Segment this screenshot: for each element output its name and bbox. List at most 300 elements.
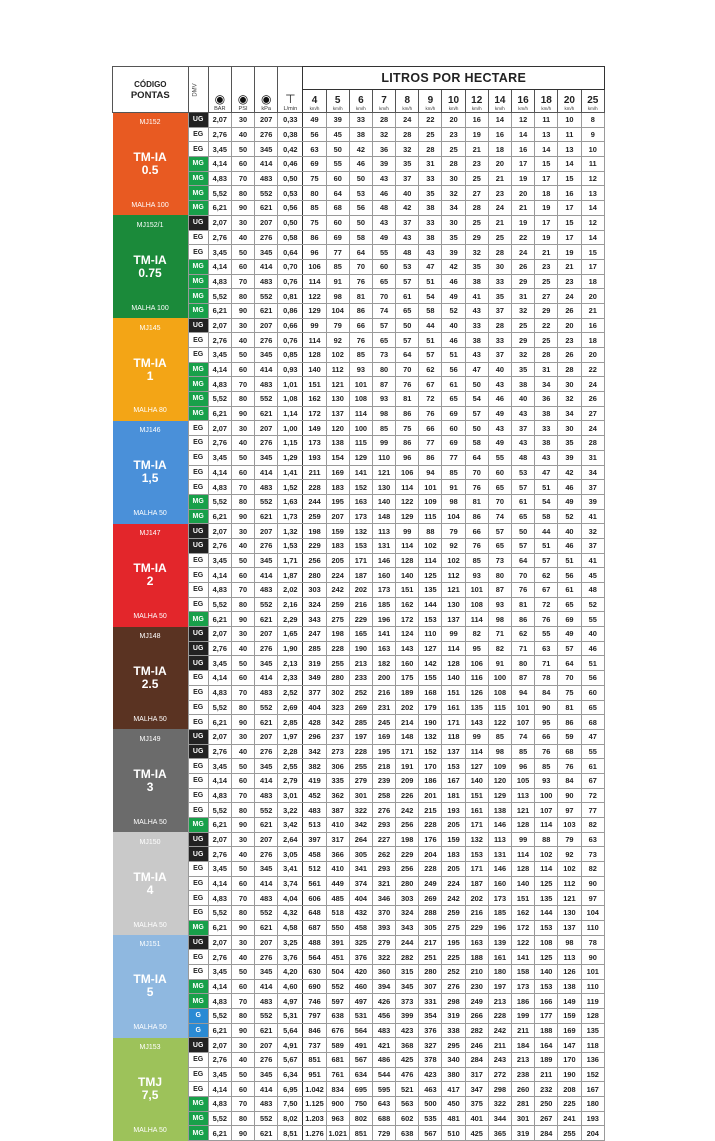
speed-value: 12 bbox=[471, 95, 483, 106]
rate-cell: 93 bbox=[535, 773, 558, 788]
rate-cell: 72 bbox=[581, 788, 604, 803]
kpa-cell: 276 bbox=[255, 230, 278, 245]
rate-cell: 190 bbox=[419, 715, 442, 730]
rate-cell: 31 bbox=[512, 289, 535, 304]
bar-cell: 4,83 bbox=[208, 891, 231, 906]
nozzle-rate-table bbox=[112, 66, 605, 1141]
rate-cell: 22 bbox=[419, 113, 442, 128]
rate-cell: 100 bbox=[488, 671, 511, 686]
dmv-badge: EG bbox=[188, 568, 208, 583]
rate-cell: 275 bbox=[326, 612, 349, 627]
rate-cell: 141 bbox=[372, 627, 395, 642]
rate-cell: 62 bbox=[512, 627, 535, 642]
rate-cell: 25 bbox=[512, 318, 535, 333]
rate-cell: 20 bbox=[581, 289, 604, 304]
rate-cell: 160 bbox=[396, 656, 419, 671]
rate-cell: 122 bbox=[512, 935, 535, 950]
rate-cell: 85 bbox=[488, 729, 511, 744]
rate-cell: 182 bbox=[372, 656, 395, 671]
nozzle-name: TM-IA 5 bbox=[133, 972, 167, 1000]
rate-cell: 81 bbox=[512, 597, 535, 612]
bar-cell: 4,14 bbox=[208, 259, 231, 274]
rate-cell: 315 bbox=[396, 964, 419, 979]
rate-cell: 33 bbox=[349, 113, 372, 128]
rate-cell: 70 bbox=[372, 289, 395, 304]
nozzle-name: TMJ 7,5 bbox=[138, 1075, 163, 1103]
bar-cell: 6,21 bbox=[208, 1023, 231, 1038]
rate-cell: 140 bbox=[535, 964, 558, 979]
rate-cell: 44 bbox=[535, 524, 558, 539]
psi-cell: 50 bbox=[231, 142, 254, 157]
dmv-badge: MG bbox=[188, 377, 208, 392]
rate-cell: 66 bbox=[349, 318, 372, 333]
lmin-cell: 1,29 bbox=[278, 450, 303, 465]
lmin-cell: 0,50 bbox=[278, 215, 303, 230]
rate-cell: 264 bbox=[349, 832, 372, 847]
rate-cell: 260 bbox=[512, 1082, 535, 1097]
rate-cell: 42 bbox=[349, 142, 372, 157]
kpa-cell: 414 bbox=[255, 876, 278, 891]
lmin-cell: 0,33 bbox=[278, 113, 303, 128]
rate-cell: 152 bbox=[349, 480, 372, 495]
table-row bbox=[113, 318, 605, 333]
nozzle-code: MJ153 bbox=[139, 1044, 161, 1052]
kpa-cell: 483 bbox=[255, 685, 278, 700]
rate-cell: 425 bbox=[396, 1053, 419, 1068]
rate-cell: 218 bbox=[372, 759, 395, 774]
rate-cell: 197 bbox=[488, 979, 511, 994]
rate-cell: 21 bbox=[535, 245, 558, 260]
rate-cell: 202 bbox=[349, 583, 372, 598]
rate-cell: 1.042 bbox=[303, 1082, 326, 1097]
lmin-cell: 1,00 bbox=[278, 421, 303, 436]
rate-cell: 109 bbox=[419, 494, 442, 509]
rate-cell: 175 bbox=[396, 671, 419, 686]
rate-cell: 50 bbox=[349, 171, 372, 186]
rate-cell: 54 bbox=[535, 494, 558, 509]
dmv-badge: MG bbox=[188, 1111, 208, 1126]
nozzle-block bbox=[113, 832, 189, 935]
rate-cell: 163 bbox=[372, 641, 395, 656]
speed-header bbox=[372, 90, 395, 113]
table-body bbox=[113, 113, 605, 1141]
rate-cell: 46 bbox=[442, 333, 465, 348]
rate-cell: 425 bbox=[465, 1126, 488, 1141]
rate-cell: 17 bbox=[512, 157, 535, 172]
bar-cell: 3,45 bbox=[208, 450, 231, 465]
rate-cell: 380 bbox=[442, 1067, 465, 1082]
rate-cell: 113 bbox=[372, 524, 395, 539]
rate-cell: 86 bbox=[303, 230, 326, 245]
rate-cell: 39 bbox=[442, 245, 465, 260]
rate-cell: 21 bbox=[581, 303, 604, 318]
rate-cell: 216 bbox=[465, 906, 488, 921]
rate-cell: 47 bbox=[419, 259, 442, 274]
mesh-label: MALHA 50 bbox=[133, 613, 167, 621]
rate-cell: 154 bbox=[326, 450, 349, 465]
speed-header bbox=[488, 90, 511, 113]
rate-cell: 135 bbox=[581, 1023, 604, 1038]
rate-cell: 76 bbox=[396, 377, 419, 392]
rate-cell: 55 bbox=[372, 245, 395, 260]
nozzle-name: TM-IA 2.5 bbox=[133, 663, 167, 691]
dmv-badge: G bbox=[188, 1023, 208, 1038]
rate-cell: 47 bbox=[581, 729, 604, 744]
rate-cell: 340 bbox=[442, 1053, 465, 1068]
rate-cell: 152 bbox=[581, 1067, 604, 1082]
rate-cell: 56 bbox=[349, 201, 372, 216]
rate-cell: 204 bbox=[419, 847, 442, 862]
nozzle-code: MJ145 bbox=[139, 324, 161, 332]
nozzle-block bbox=[113, 524, 189, 627]
speed-value: 7 bbox=[381, 95, 387, 106]
rate-cell: 107 bbox=[535, 803, 558, 818]
rate-cell: 167 bbox=[442, 773, 465, 788]
rate-cell: 228 bbox=[419, 818, 442, 833]
rate-cell: 393 bbox=[372, 920, 395, 935]
rate-cell: 130 bbox=[326, 392, 349, 407]
rate-cell: 64 bbox=[326, 186, 349, 201]
lmin-cell: 4,60 bbox=[278, 979, 303, 994]
rate-cell: 24 bbox=[581, 377, 604, 392]
rate-cell: 93 bbox=[349, 362, 372, 377]
bar-header: ◉ BAR bbox=[208, 67, 231, 113]
psi-cell: 70 bbox=[231, 891, 254, 906]
lmin-cell: 8,51 bbox=[278, 1126, 303, 1141]
rate-cell: 322 bbox=[372, 950, 395, 965]
rate-cell: 32 bbox=[512, 303, 535, 318]
kpa-cell: 621 bbox=[255, 715, 278, 730]
dmv-badge: UG bbox=[188, 113, 208, 128]
rate-cell: 504 bbox=[326, 964, 349, 979]
dmv-badge: UG bbox=[188, 656, 208, 671]
rate-cell: 110 bbox=[581, 979, 604, 994]
rate-cell: 98 bbox=[442, 494, 465, 509]
dmv-badge: EG bbox=[188, 480, 208, 495]
rate-cell: 280 bbox=[396, 876, 419, 891]
rate-cell: 40 bbox=[512, 392, 535, 407]
rate-cell: 14 bbox=[512, 127, 535, 142]
rate-cell: 16 bbox=[465, 113, 488, 128]
rate-cell: 44 bbox=[419, 318, 442, 333]
rate-cell: 31 bbox=[581, 450, 604, 465]
rate-cell: 834 bbox=[326, 1082, 349, 1097]
rate-cell: 273 bbox=[326, 744, 349, 759]
rate-cell: 343 bbox=[396, 920, 419, 935]
rate-cell: 21 bbox=[558, 259, 581, 274]
rate-cell: 66 bbox=[419, 421, 442, 436]
rate-cell: 144 bbox=[419, 597, 442, 612]
rate-cell: 58 bbox=[465, 436, 488, 451]
rate-cell: 93 bbox=[488, 597, 511, 612]
kpa-cell: 414 bbox=[255, 259, 278, 274]
rate-cell: 35 bbox=[419, 186, 442, 201]
dmv-badge: G bbox=[188, 1008, 208, 1023]
rate-cell: 25 bbox=[442, 142, 465, 157]
lmin-cell: 8,02 bbox=[278, 1111, 303, 1126]
rate-cell: 23 bbox=[488, 186, 511, 201]
rate-cell: 86 bbox=[419, 450, 442, 465]
rate-cell: 23 bbox=[535, 259, 558, 274]
rate-cell: 69 bbox=[442, 436, 465, 451]
rate-cell: 258 bbox=[372, 788, 395, 803]
rate-cell: 200 bbox=[372, 671, 395, 686]
rate-cell: 65 bbox=[488, 538, 511, 553]
dmv-badge: MG bbox=[188, 920, 208, 935]
rate-cell: 410 bbox=[326, 862, 349, 877]
rate-cell: 87 bbox=[372, 377, 395, 392]
speed-unit: km/h bbox=[448, 106, 459, 111]
rate-cell: 207 bbox=[326, 509, 349, 524]
rate-cell: 151 bbox=[396, 583, 419, 598]
lmin-cell: 0,85 bbox=[278, 348, 303, 363]
speed-unit: km/h bbox=[518, 106, 528, 111]
psi-cell: 40 bbox=[231, 641, 254, 656]
rate-cell: 376 bbox=[349, 950, 372, 965]
rate-cell: 276 bbox=[442, 979, 465, 994]
rate-cell: 281 bbox=[512, 1097, 535, 1112]
rate-cell: 231 bbox=[372, 700, 395, 715]
rate-cell: 17 bbox=[535, 171, 558, 186]
rate-cell: 16 bbox=[512, 142, 535, 157]
bar-cell: 2,76 bbox=[208, 744, 231, 759]
lmin-cell: 4,32 bbox=[278, 906, 303, 921]
dmv-badge: MG bbox=[188, 509, 208, 524]
rate-cell: 131 bbox=[372, 538, 395, 553]
kpa-cell: 345 bbox=[255, 1067, 278, 1082]
rate-cell: 23 bbox=[558, 333, 581, 348]
rate-cell: 50 bbox=[396, 318, 419, 333]
rate-cell: 116 bbox=[465, 671, 488, 686]
rate-cell: 327 bbox=[419, 1038, 442, 1053]
nozzle-block bbox=[113, 421, 189, 524]
bar-cell: 4,14 bbox=[208, 773, 231, 788]
rate-cell: 298 bbox=[488, 1082, 511, 1097]
rate-cell: 249 bbox=[465, 994, 488, 1009]
rate-cell: 43 bbox=[488, 421, 511, 436]
rate-cell: 64 bbox=[558, 656, 581, 671]
rate-cell: 243 bbox=[488, 1053, 511, 1068]
psi-cell: 80 bbox=[231, 597, 254, 612]
rate-cell: 28 bbox=[535, 348, 558, 363]
rate-cell: 21 bbox=[488, 215, 511, 230]
bar-cell: 5,52 bbox=[208, 906, 231, 921]
rate-cell: 193 bbox=[581, 1111, 604, 1126]
rate-cell: 49 bbox=[488, 406, 511, 421]
rate-cell: 46 bbox=[372, 186, 395, 201]
rate-cell: 74 bbox=[488, 509, 511, 524]
rate-cell: 106 bbox=[465, 656, 488, 671]
rate-cell: 33 bbox=[419, 171, 442, 186]
rate-cell: 267 bbox=[535, 1111, 558, 1126]
rate-cell: 394 bbox=[372, 979, 395, 994]
rate-cell: 23 bbox=[465, 157, 488, 172]
lmin-cell: 1,97 bbox=[278, 729, 303, 744]
lmin-cell: 3,74 bbox=[278, 876, 303, 891]
psi-cell: 50 bbox=[231, 1067, 254, 1082]
rate-cell: 28 bbox=[558, 362, 581, 377]
rate-cell: 36 bbox=[535, 392, 558, 407]
rate-cell: 30 bbox=[558, 421, 581, 436]
dmv-badge: UG bbox=[188, 729, 208, 744]
lmin-cell: 2,64 bbox=[278, 832, 303, 847]
rate-cell: 229 bbox=[303, 538, 326, 553]
flow-table bbox=[112, 66, 605, 1141]
rate-cell: 262 bbox=[372, 847, 395, 862]
kpa-cell: 483 bbox=[255, 891, 278, 906]
psi-cell: 60 bbox=[231, 157, 254, 172]
rate-cell: 197 bbox=[349, 729, 372, 744]
rate-cell: 100 bbox=[349, 421, 372, 436]
psi-cell: 90 bbox=[231, 303, 254, 318]
rate-cell: 420 bbox=[349, 964, 372, 979]
rate-cell: 193 bbox=[442, 803, 465, 818]
rate-cell: 34 bbox=[535, 377, 558, 392]
rate-cell: 48 bbox=[512, 450, 535, 465]
rate-cell: 452 bbox=[303, 788, 326, 803]
rate-cell: 275 bbox=[442, 920, 465, 935]
rate-cell: 109 bbox=[488, 759, 511, 774]
psi-cell: 90 bbox=[231, 406, 254, 421]
rate-cell: 228 bbox=[419, 862, 442, 877]
rate-cell: 80 bbox=[372, 362, 395, 377]
lmin-cell: 1,53 bbox=[278, 538, 303, 553]
psi-cell: 40 bbox=[231, 847, 254, 862]
bar-cell: 3,45 bbox=[208, 964, 231, 979]
rate-cell: 341 bbox=[349, 862, 372, 877]
rate-cell: 563 bbox=[396, 1097, 419, 1112]
lmin-cell: 0,53 bbox=[278, 186, 303, 201]
rate-cell: 102 bbox=[326, 348, 349, 363]
speed-value: 10 bbox=[448, 95, 460, 106]
rate-cell: 20 bbox=[488, 157, 511, 172]
rate-cell: 146 bbox=[488, 862, 511, 877]
psi-cell: 30 bbox=[231, 215, 254, 230]
speed-unit: km/h bbox=[332, 106, 343, 111]
rate-cell: 360 bbox=[372, 964, 395, 979]
bar-cell: 6,21 bbox=[208, 920, 231, 935]
rate-cell: 112 bbox=[442, 568, 465, 583]
psi-cell: 40 bbox=[231, 538, 254, 553]
rate-cell: 162 bbox=[396, 597, 419, 612]
bar-cell: 4,14 bbox=[208, 568, 231, 583]
rate-cell: 120 bbox=[326, 421, 349, 436]
rate-cell: 168 bbox=[419, 685, 442, 700]
rate-cell: 163 bbox=[349, 494, 372, 509]
rate-cell: 138 bbox=[326, 436, 349, 451]
psi-cell: 50 bbox=[231, 553, 254, 568]
rate-cell: 51 bbox=[419, 274, 442, 289]
rate-cell: 159 bbox=[442, 832, 465, 847]
rate-cell: 259 bbox=[326, 597, 349, 612]
rate-cell: 376 bbox=[419, 1023, 442, 1038]
dmv-badge: EG bbox=[188, 862, 208, 877]
rate-cell: 296 bbox=[303, 729, 326, 744]
bar-cell: 3,45 bbox=[208, 656, 231, 671]
rate-cell: 91 bbox=[488, 656, 511, 671]
rate-cell: 269 bbox=[419, 891, 442, 906]
rate-cell: 46 bbox=[349, 157, 372, 172]
psi-cell: 80 bbox=[231, 1111, 254, 1126]
kpa-cell: 552 bbox=[255, 186, 278, 201]
rate-cell: 43 bbox=[396, 230, 419, 245]
rate-cell: 589 bbox=[326, 1038, 349, 1053]
rate-cell: 98 bbox=[488, 744, 511, 759]
rate-cell: 293 bbox=[372, 862, 395, 877]
rate-cell: 138 bbox=[488, 803, 511, 818]
mesh-label: MALHA 50 bbox=[133, 1024, 167, 1032]
rate-cell: 153 bbox=[419, 612, 442, 627]
rate-cell: 161 bbox=[465, 803, 488, 818]
dmv-badge: MG bbox=[188, 186, 208, 201]
rate-cell: 130 bbox=[442, 597, 465, 612]
bar-cell: 2,07 bbox=[208, 318, 231, 333]
rate-cell: 14 bbox=[535, 142, 558, 157]
rate-cell: 128 bbox=[303, 348, 326, 363]
dmv-badge: EG bbox=[188, 685, 208, 700]
rate-cell: 101 bbox=[465, 583, 488, 598]
kpa-cell: 276 bbox=[255, 538, 278, 553]
rate-cell: 27 bbox=[581, 406, 604, 421]
lmin-cell: 0,70 bbox=[278, 259, 303, 274]
rate-cell: 303 bbox=[396, 891, 419, 906]
rate-cell: 98 bbox=[488, 612, 511, 627]
rate-cell: 24 bbox=[488, 201, 511, 216]
bar-cell: 6,21 bbox=[208, 715, 231, 730]
rate-cell: 306 bbox=[326, 759, 349, 774]
rate-cell: 198 bbox=[396, 832, 419, 847]
rate-cell: 132 bbox=[419, 729, 442, 744]
rate-cell: 75 bbox=[396, 421, 419, 436]
rate-cell: 20 bbox=[581, 348, 604, 363]
psi-cell: 50 bbox=[231, 656, 254, 671]
rate-cell: 37 bbox=[488, 348, 511, 363]
rate-cell: 115 bbox=[488, 700, 511, 715]
lmin-cell: 0,93 bbox=[278, 362, 303, 377]
rate-cell: 34 bbox=[581, 465, 604, 480]
rate-cell: 25 bbox=[419, 127, 442, 142]
lmin-cell: 1,63 bbox=[278, 494, 303, 509]
rate-cell: 86 bbox=[558, 715, 581, 730]
kpa-cell: 414 bbox=[255, 568, 278, 583]
bar-cell: 3,45 bbox=[208, 862, 231, 877]
rate-cell: 216 bbox=[349, 597, 372, 612]
rate-cell: 76 bbox=[558, 759, 581, 774]
lmin-cell: 3,22 bbox=[278, 803, 303, 818]
rate-cell: 43 bbox=[512, 436, 535, 451]
rate-cell: 53 bbox=[396, 259, 419, 274]
rate-cell: 512 bbox=[303, 862, 326, 877]
rate-cell: 342 bbox=[349, 818, 372, 833]
rate-cell: 39 bbox=[558, 450, 581, 465]
rate-cell: 42 bbox=[442, 259, 465, 274]
dmv-badge: EG bbox=[188, 142, 208, 157]
rate-cell: 37 bbox=[581, 480, 604, 495]
rate-cell: 28 bbox=[372, 113, 395, 128]
rate-cell: 51 bbox=[581, 656, 604, 671]
rate-cell: 114 bbox=[349, 406, 372, 421]
rate-cell: 228 bbox=[303, 480, 326, 495]
table-row bbox=[113, 1038, 605, 1053]
rate-cell: 159 bbox=[326, 524, 349, 539]
rate-cell: 521 bbox=[396, 1082, 419, 1097]
psi-cell: 30 bbox=[231, 1038, 254, 1053]
gauge-icon: ◉ bbox=[260, 92, 272, 106]
kpa-cell: 621 bbox=[255, 920, 278, 935]
rate-cell: 476 bbox=[396, 1067, 419, 1082]
dmv-badge: UG bbox=[188, 641, 208, 656]
dmv-badge: UG bbox=[188, 744, 208, 759]
